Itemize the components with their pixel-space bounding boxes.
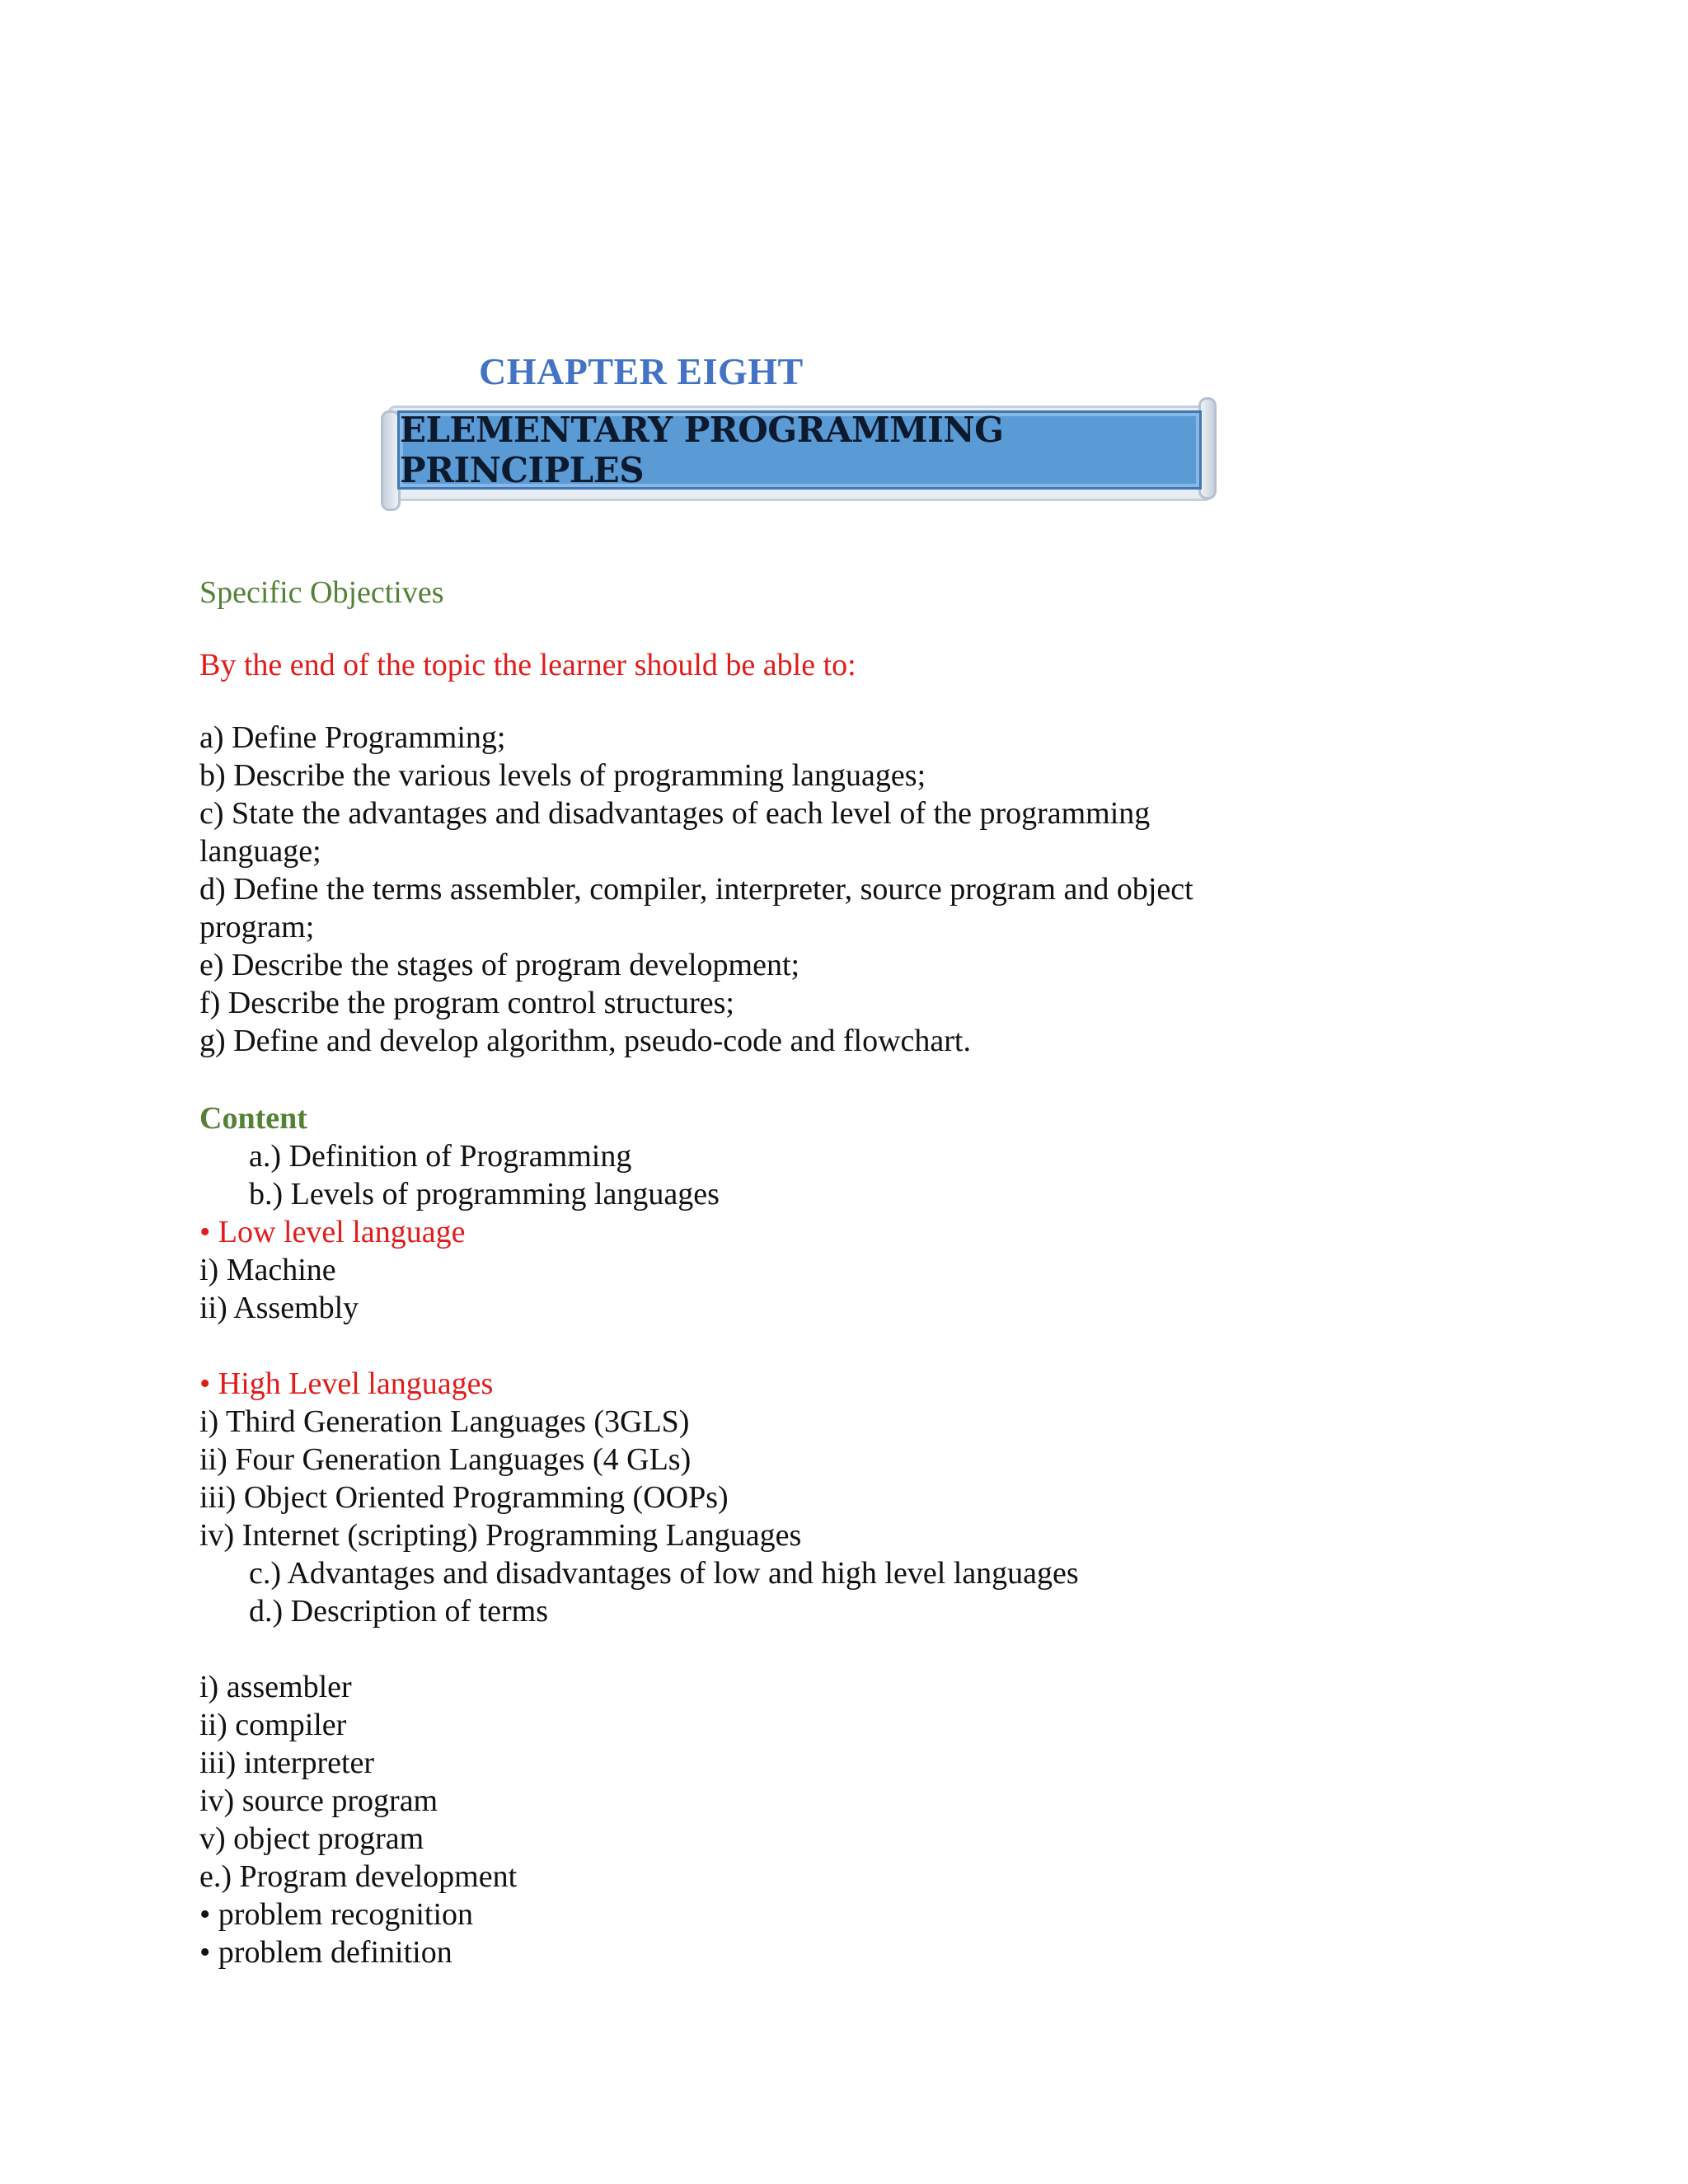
banner-title: ELEMENTARY PROGRAMMING PRINCIPLES (400, 410, 1004, 490)
content-item-e: e.) Program development (199, 1859, 518, 1894)
term-item: i) assembler (199, 1670, 352, 1704)
term-item: iv) source program (199, 1783, 438, 1818)
content-heading: Content (199, 1101, 307, 1136)
high-level-item: i) Third Generation Languages (3GLS) (199, 1404, 690, 1439)
development-item: • problem recognition (199, 1897, 473, 1932)
objective-item: e) Describe the stages of program development; (199, 948, 800, 982)
chapter-title: CHAPTER EIGHT (479, 350, 804, 392)
content-item-b: b.) Levels of programming languages (249, 1177, 720, 1212)
content-item-c: c.) Advantages and disadvantages of low and high level languages (249, 1556, 1079, 1591)
high-level-item: ii) Four Generation Languages (4 GLs) (199, 1442, 692, 1477)
high-level-heading: • High Level languages (199, 1366, 494, 1401)
objective-item: language; (199, 834, 321, 869)
objective-item: f) Describe the program control structures; (199, 986, 734, 1020)
objective-item: program; (199, 910, 315, 944)
objective-item: d) Define the terms assembler, compiler, interpreter, source program and object (199, 872, 1193, 907)
term-item: ii) compiler (199, 1708, 347, 1742)
low-level-item: i) Machine (199, 1253, 336, 1287)
low-level-item: ii) Assembly (199, 1291, 359, 1325)
content-item-d: d.) Description of terms (249, 1594, 549, 1629)
high-level-item: iv) Internet (scripting) Programming Languages (199, 1518, 802, 1553)
objective-item: c) State the advantages and disadvantages of each level of the programming (199, 796, 1151, 831)
high-level-item: iii) Object Oriented Programming (OOPs) (199, 1480, 729, 1515)
objective-item: a) Define Programming; (199, 720, 506, 755)
objective-item: g) Define and develop algorithm, pseudo-code and flowchart. (199, 1024, 971, 1058)
banner-face (397, 410, 1202, 490)
term-item: v) object program (199, 1821, 424, 1856)
title-banner (381, 396, 1217, 511)
development-item: • problem definition (199, 1935, 452, 1970)
low-level-heading: • Low level language (199, 1215, 466, 1249)
content-item-a: a.) Definition of Programming (249, 1139, 632, 1174)
objectives-intro: By the end of the topic the learner should be able to: (199, 648, 856, 682)
objectives-heading: Specific Objectives (199, 575, 444, 610)
term-item: iii) interpreter (199, 1746, 375, 1780)
objective-item: b) Describe the various levels of programming languages; (199, 758, 926, 793)
